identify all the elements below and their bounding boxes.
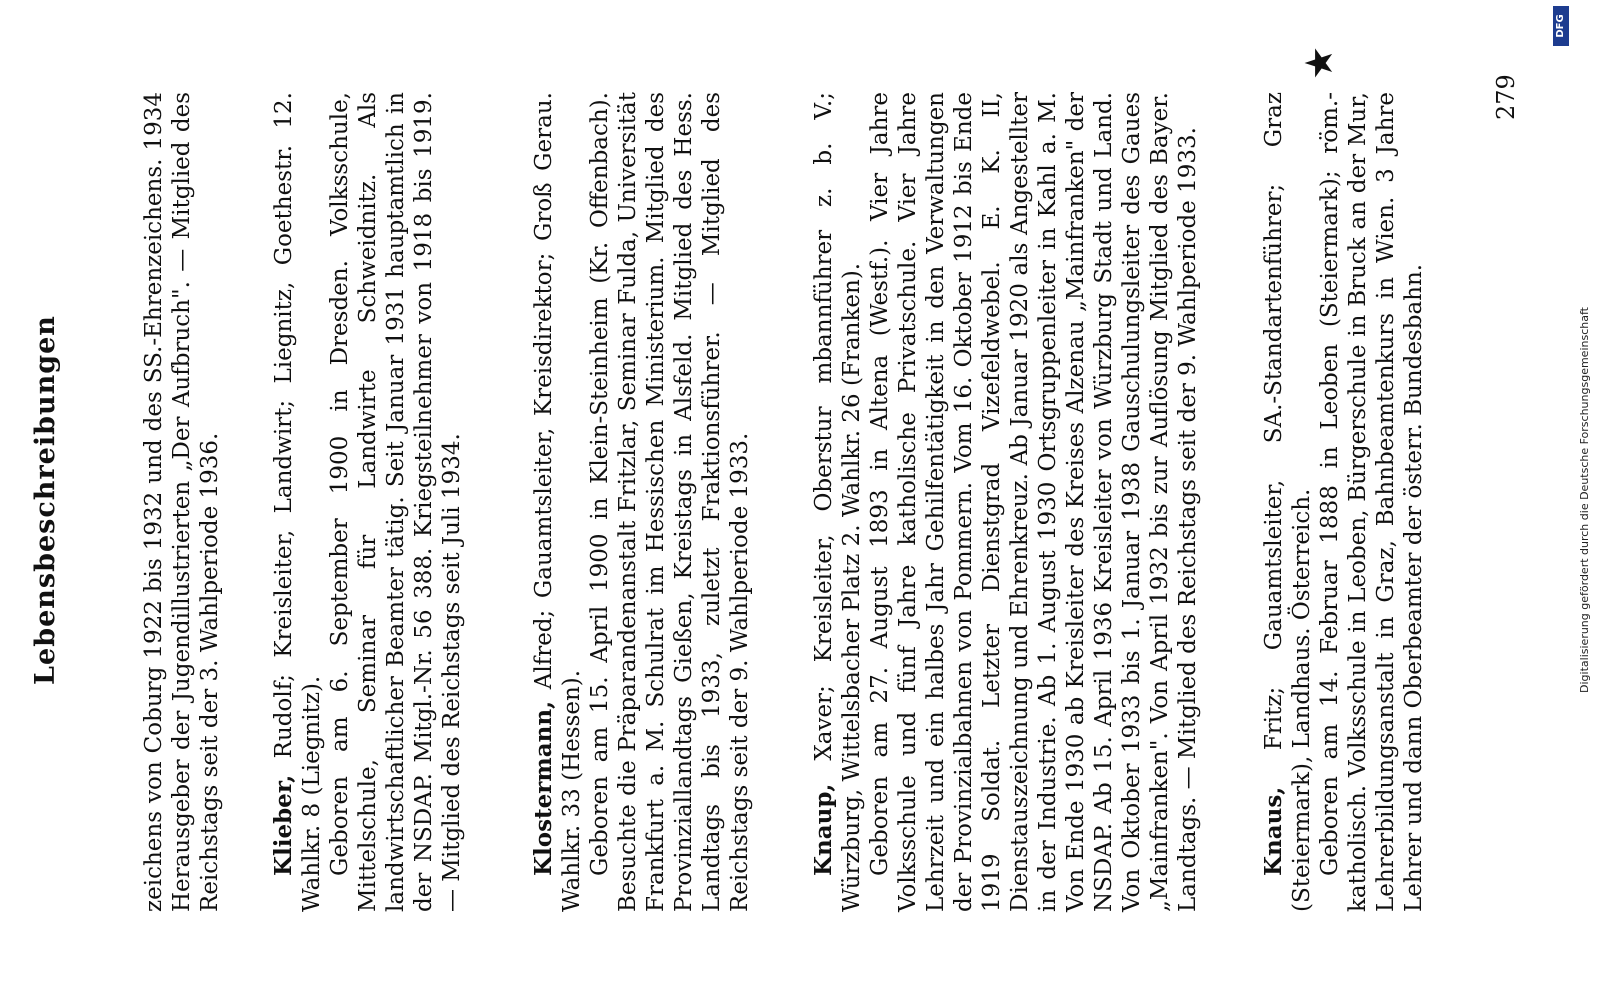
entry-continuation bbox=[140, 92, 224, 912]
entry-klostermann bbox=[530, 92, 754, 912]
entry-klieber-name: Klieber, bbox=[270, 774, 297, 876]
entry-knaus-name: Knaus, bbox=[1260, 786, 1287, 876]
side-note-text: Digitalisierung gefördert durch die Deutsche Forschungsgemeinschaft bbox=[1578, 307, 1591, 693]
entry-knaup bbox=[810, 92, 1202, 912]
side-note bbox=[1576, 0, 1594, 1000]
entry-knaus-heading bbox=[1260, 92, 1316, 912]
star-icon: ★ bbox=[1297, 45, 1341, 80]
dfg-logo-text: DFG bbox=[1555, 14, 1566, 38]
entry-klostermann-heading bbox=[530, 92, 586, 912]
entry-klostermann-name: Klostermann, bbox=[530, 700, 557, 876]
entry-knaup-intro: Xaver; Kreisleiter, Oberstur mbannführer z. b. V.; Würzburg, Wittelsbacher Platz 2. Wahlkr. 26 (Franken). bbox=[811, 92, 865, 912]
entry-knaup-heading bbox=[810, 92, 866, 912]
page-number: 279 bbox=[1492, 74, 1520, 120]
entry-klostermann-intro: Alfred; Gauamtsleiter, Kreisdirektor; Groß Gerau. Wahlkr. 33 (Hessen). bbox=[531, 92, 585, 912]
entry-knaus bbox=[1260, 92, 1428, 912]
entry-knaus-body: Geboren am 14. Februar 1888 in Leoben (Steiermark); röm.-katholisch. Volksschule in Leoben, Bürgerschule in Bruck an der Mur, Lehrerbildungsanstalt in Graz, Bahnbeamtenkurs in Wien. 3 Jahre Lehrer und dann Oberbeamter der österr. Bundesbahn. bbox=[1317, 92, 1427, 912]
dfg-logo bbox=[1553, 6, 1569, 46]
entry-klieber-body: Geboren am 6. September 1900 in Dresden. Volksschule, Mittelschule, Seminar für Landwirte Schweidnitz. Als landwirtschaftlicher Beamter tätig. Seit Januar 1931 hauptamtlich in der NSDAP. Mitgl.-Nr. 56 388. Kriegsteilnehmer von 1918 bis 1919. — Mitglied des Reichstags seit Juli 1934. bbox=[327, 92, 465, 912]
running-head: Lebensbeschreibungen bbox=[30, 315, 61, 685]
entry-klieber-heading bbox=[270, 92, 326, 912]
entry-klieber-intro: Rudolf; Kreisleiter, Landwirt; Liegnitz, Goethestr. 12. Wahlkr. 8 (Liegnitz). bbox=[271, 92, 325, 912]
entry-klostermann-body: Geboren am 15. April 1900 in Klein-Steinheim (Kr. Offenbach). Besuchte die Präparandenanstalt Fritzlar, Seminar Fulda, Universität Frankfurt a. M. Schulrat im Hessischen Ministerium. Mitglied des Provinziallandtags Gießen, Kreistags in Alsfeld. Mitglied des Hess. Landtags bis 1933, zuletzt Fraktionsführer. — Mitglied des Reichstags seit der 9. Wahlperiode 1933. bbox=[587, 92, 753, 912]
entry-klieber bbox=[270, 92, 466, 912]
entry-knaup-name: Knaup, bbox=[810, 783, 837, 876]
entry-continuation-text: zeichens von Coburg 1922 bis 1932 und des SS.-Ehrenzeichens. 1934 Herausgeber der Jugendillustrierten „Der Aufbruch". — Mitglied des Reichstags seit der 3. Wahlperiode 1936. bbox=[141, 92, 223, 912]
entry-knaup-body: Geboren am 27. August 1893 in Altena (Westf.). Vier Jahre Volksschule und fünf Jahre katholische Privatschule. Vier Jahre Lehrzeit und ein halbes Jahr Gehilfentätigkeit in den Verwaltungen der Provinzialbahnen von Pommern. Vom 16. Oktober 1912 bis Ende 1919 Soldat. Letzter Dienstgrad Vizefeldwebel. E. K. II, Dienstauszeichnung und Ehrenkreuz. Ab Januar 1920 als Angestellter in der Industrie. Ab 1. August 1930 Ortsgruppenleiter in Kahl a. M. Von Ende 1930 ab Kreisleiter des Kreises Alzenau „Mainfranken" der NSDAP. Ab 15. April 1936 Kreisleiter von Würzburg Stadt und Land. Von Oktober 1933 bis 1. Januar 1938 Gauschulungsleiter des Gaues „Mainfranken". Von April 1932 bis zur Auflösung Mitglied des Bayer. Landtags. — Mitglied des Reichstags seit der 9. Wahlperiode 1933. bbox=[867, 92, 1201, 912]
entry-knaus-intro: Fritz; Gauamtsleiter, SA.-Standartenführer; Graz (Steiermark), Landhaus. Österreich. bbox=[1261, 92, 1315, 912]
